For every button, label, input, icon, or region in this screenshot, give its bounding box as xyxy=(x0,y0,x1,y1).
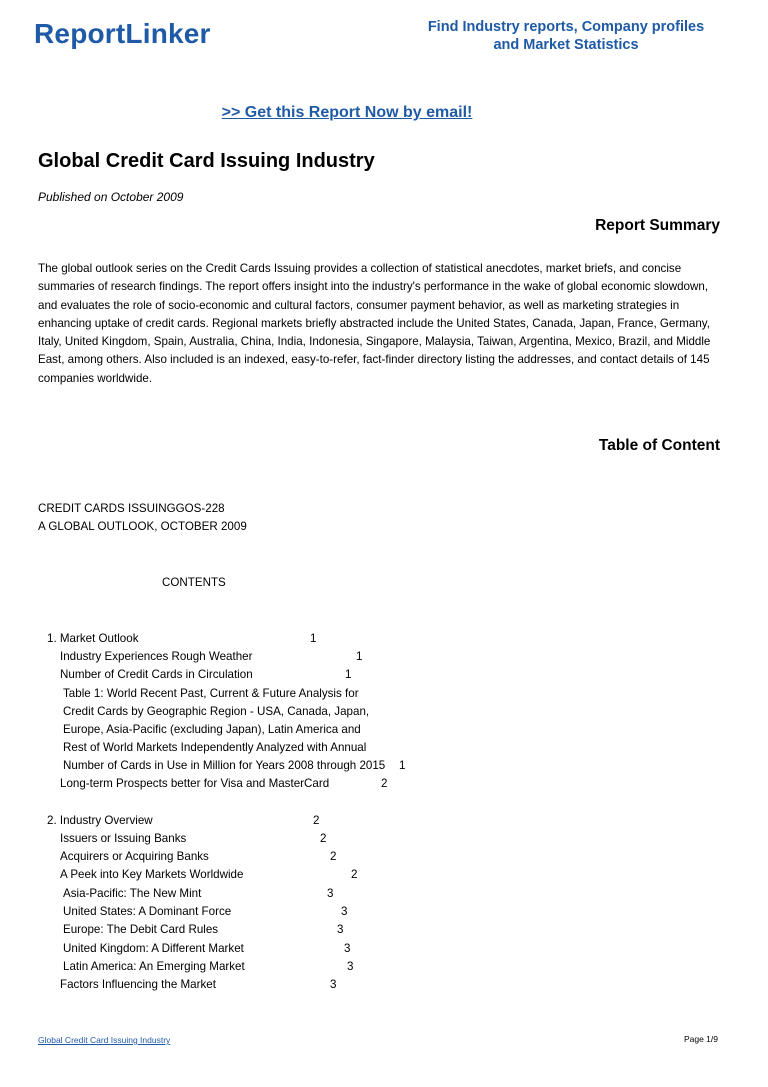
toc-page-number: 1 xyxy=(356,650,363,663)
toc-item[interactable]: Table 1: World Recent Past, Current & Future Analysis for xyxy=(63,687,359,700)
footer-page-number: Page 1/9 xyxy=(683,1034,718,1044)
toc-page-number: 2 xyxy=(313,814,320,827)
get-report-email-link[interactable]: >> Get this Report Now by email! xyxy=(221,104,473,121)
header-tagline xyxy=(400,18,732,54)
tagline-line-1: Find Industry reports, Company profiles xyxy=(427,19,705,35)
toc-item[interactable]: Asia-Pacific: The New Mint xyxy=(63,887,202,900)
contents-label: CONTENTS xyxy=(162,576,226,589)
toc-item[interactable]: 1. Market Outlook xyxy=(47,632,139,645)
toc-item[interactable]: 2. Industry Overview xyxy=(47,814,153,827)
report-summary-text: The global outlook series on the Credit Cards Issuing provides a collection of statistical anecdotes, market briefs, and concise summaries of research findings. The report offers insight into the industry's performance in the wake of global economic slowdown, and evaluates the role of socio-economic and cultural factors, consumer payment behavior, as well as marketing strategies in enhancing uptake of credit cards. Regional markets briefly abstracted include the United States, Canada, Japan, France, Germany, Italy, United Kingdom, Spain, Australia, China, India, Indonesia, Singapore, Malaysia, Taiwan, Argentina, Mexico, Brazil, and Middle East, among others. Also included is an indexed, easy-to-refer, fact-finder directory listing the addresses, and contact details of 145 companies worldwide. xyxy=(38,262,711,385)
toc-item[interactable]: Acquirers or Acquiring Banks xyxy=(60,850,209,863)
reportlinker-logo[interactable]: ReportLinker xyxy=(34,18,211,49)
toc-item[interactable]: Issuers or Issuing Banks xyxy=(60,832,187,845)
toc-page-number: 2 xyxy=(381,777,388,790)
toc-item[interactable]: Number of Cards in Use in Million for Years 2008 through 2015 xyxy=(63,759,386,772)
report-summary-heading: Report Summary xyxy=(595,217,720,234)
toc-page-number: 3 xyxy=(347,960,354,973)
toc-item[interactable]: Rest of World Markets Independently Analyzed with Annual xyxy=(63,741,367,754)
toc-page-number: 3 xyxy=(327,887,334,900)
toc-item[interactable]: Latin America: An Emerging Market xyxy=(63,960,245,973)
toc-page-number: 3 xyxy=(341,905,348,918)
document-subtitle: A GLOBAL OUTLOOK, OCTOBER 2009 xyxy=(38,520,247,533)
toc-page-number: 3 xyxy=(330,978,337,991)
toc-item[interactable]: A Peek into Key Markets Worldwide xyxy=(60,868,244,881)
toc-page-number: 2 xyxy=(351,868,358,881)
toc-page-number: 1 xyxy=(310,632,317,645)
toc-item[interactable]: Industry Experiences Rough Weather xyxy=(60,650,253,663)
toc-page-number: 2 xyxy=(330,850,337,863)
toc-page-number: 1 xyxy=(345,668,352,681)
toc-item[interactable]: United States: A Dominant Force xyxy=(63,905,232,918)
toc-item[interactable]: Number of Credit Cards in Circulation xyxy=(60,668,253,681)
toc-page-number: 3 xyxy=(344,942,351,955)
published-date: Published on October 2009 xyxy=(38,190,184,204)
footer-report-link[interactable]: Global Credit Card Issuing Industry xyxy=(38,1035,171,1045)
toc-item[interactable]: Long-term Prospects better for Visa and MasterCard xyxy=(60,777,330,790)
tagline-line-2: and Market Statistics xyxy=(493,37,639,53)
toc-item[interactable]: Europe: The Debit Card Rules xyxy=(63,923,219,936)
report-title: Global Credit Card Issuing Industry xyxy=(38,150,375,172)
table-of-content-heading: Table of Content xyxy=(598,437,720,454)
toc-item[interactable]: United Kingdom: A Different Market xyxy=(63,942,244,955)
toc-item[interactable]: Factors Influencing the Market xyxy=(60,978,216,991)
document-code: CREDIT CARDS ISSUINGGOS-228 xyxy=(38,502,225,515)
toc-page-number: 1 xyxy=(399,759,406,772)
toc-item[interactable]: Europe, Asia-Pacific (excluding Japan), Latin America and xyxy=(63,723,361,736)
toc-page-number: 2 xyxy=(320,832,327,845)
toc-page-number: 3 xyxy=(337,923,344,936)
toc-item[interactable]: Credit Cards by Geographic Region - USA, Canada, Japan, xyxy=(63,705,370,718)
